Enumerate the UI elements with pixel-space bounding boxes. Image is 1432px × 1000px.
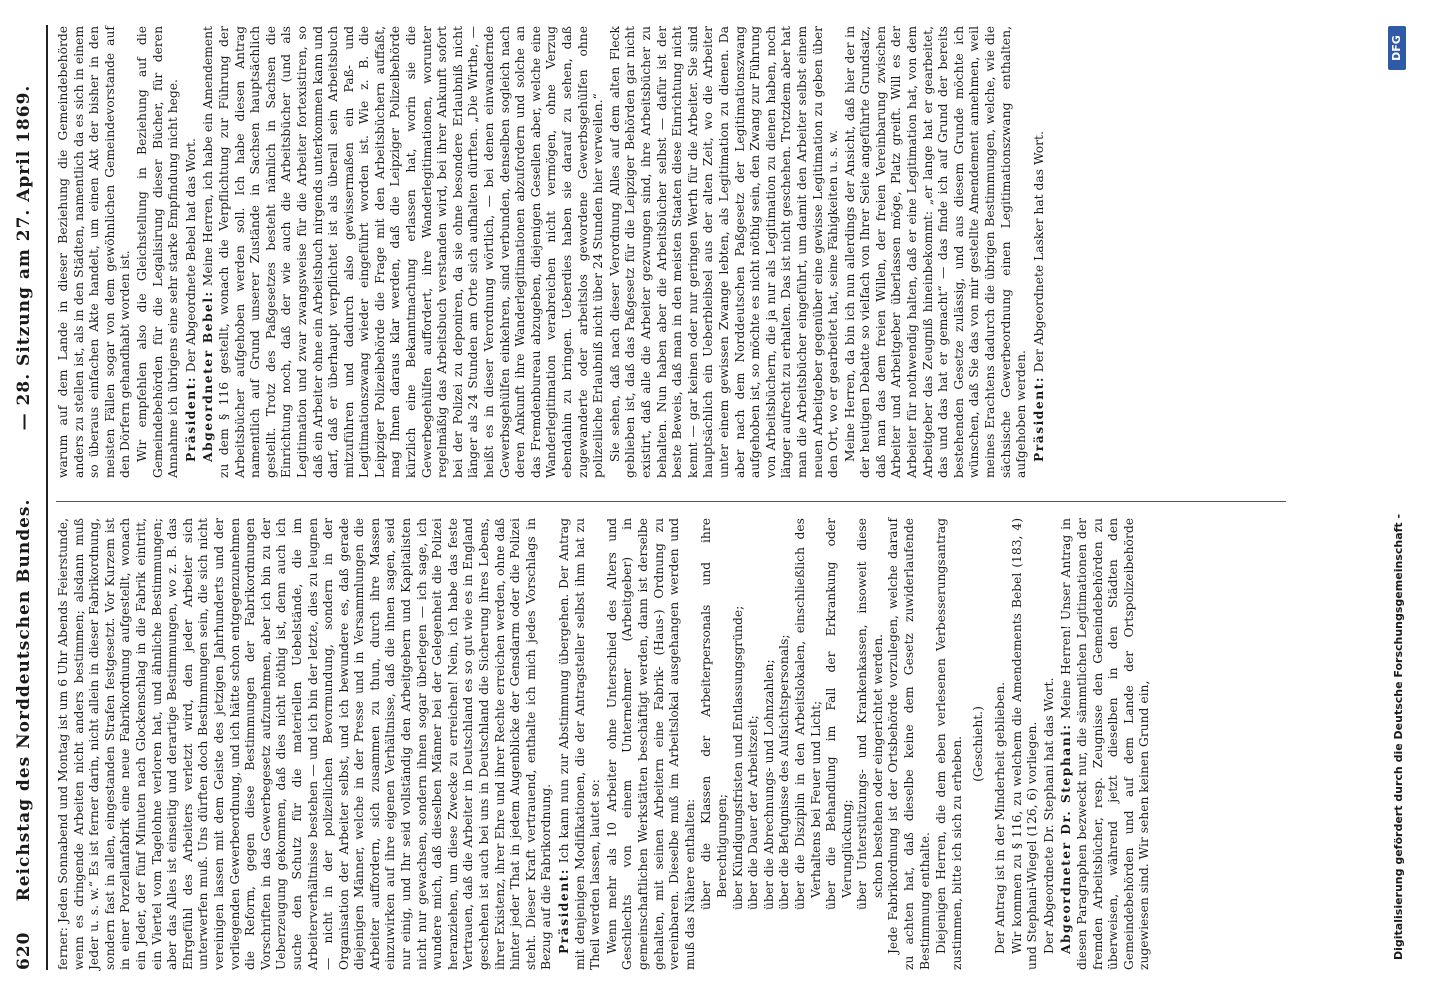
credit-text: Digitalisierung gefördert durch die Deutsche Forschungsgemeinschaft - bbox=[1392, 513, 1405, 960]
speech-text: Der Abgeordnete Bebel hat das Wort. bbox=[183, 138, 198, 373]
speech-paragraph bbox=[1031, 26, 1048, 478]
stage-direction: (Geschieht.) bbox=[971, 706, 986, 782]
list-item: über die Befugnisse des Aufsichtspersonals; bbox=[777, 634, 792, 910]
body-paragraph: Der Antrag ist in der Minderheit geblieben. bbox=[993, 681, 1008, 954]
speaker-name: Abgeordneter Bebel: bbox=[200, 290, 216, 462]
provision-list bbox=[699, 518, 886, 970]
header-rule bbox=[46, 25, 48, 970]
list-item: über die Disziplin in den Arbeitslokalen, einschließlich des Verhaltens bei Feuer und Licht; bbox=[792, 518, 823, 910]
page-number: 620 bbox=[14, 931, 34, 970]
list-item: über Unterstützungs- und Krankenkassen, insoweit diese schon bestehen oder eingerichtet werden. bbox=[855, 518, 885, 910]
speech-text: Meine Herren, ich habe ein Amendement zu dem § 116 gestellt, wonach die Verpflichtung zur Führung der Arbeitsbücher aufgehoben werden soll. Ich habe diesen Antrag namentlich auf Grund unserer Zustände in Sachsen hauptsächlich gestellt. Trotz des Paßgesetzes besteht nämlich in Sachsen die Einrichtung noch, daß der wie auch die Arbeitsbücher (und als Legitimation und zwar zwangsweise für die Arbeiter fortexistiren, so daß ein Arbeiter ohne ein Arbeitsbuch nirgends unterkommen kann und darf, daß er überhaupt verpflichtet ist als überall sein Arbeitsbuch mitzuführen und dadurch also gewissermaßen ein Paß- und Legitimationszwang wieder eingeführt worden ist. Wie z. B. die Leipziger Polizeibehörde die Frage mit den Arbeitsbüchern auffaßt, mag Ihnen daraus klar werden, daß die Leipziger Polizeibehörde kürzlich eine Bekanntmachung erlassen hat, worin sie die Gewerbegehülfen auffordert, ihre Wanderlegitimationen, worunter regelmäßig das Arbeitsbuch verstanden wird, bei ihrer Ankunft sofort bei der Polizei zu deponiren, da sie ohne besondere Erlaubniß nicht länger als 24 Stunden am Orte sich aufhalten dürften. „Die Wirthe, — heißt es in dieser Verordnung wörtlich, — bei denen einwandernde Gewerbsgehülfen einkehren, sind verbunden, denselben sogleich nach deren Ankunft ihre Wanderlegitimationen abzufordern und solche an das Fremdenbureau abzugeben, diejenigen Gesellen aber, welche eine Wanderlegitimation verabreichen nicht vermögen, ohne Verzug ebendahin zu bringen. Ueberdies haben sie darauf zu sehen, daß zugewanderte oder arbeitslos gewordene Gewerbsgehülfen ohne polizeiliche Erlaubniß nicht über 24 Stunden hier verweilen.“ bbox=[201, 26, 606, 478]
speech-paragraph bbox=[556, 518, 604, 970]
page-header bbox=[14, 25, 44, 970]
body-paragraph: Wir empfehlen also die Gleichstellung in Beziehung auf die Gemeindebehörden für die Legalisirung dieser Bücher, für deren Annahme ich übrigens eine sehr starke Empfindung nicht hege. bbox=[134, 26, 181, 478]
dfg-logo: DFG bbox=[1388, 26, 1406, 70]
body-paragraph: Der Abgeordnete Dr. Stephani hat das Wort. bbox=[1041, 677, 1056, 954]
speech-text: Meine Herren! Unser Antrag in diesen Paragraphen bezweckt nur, die sämmtlichen Legitimationen der fremden Arbeitsbücher, resp. Zeugnisse den Gemeindebehörden zu überweisen, während jetzt dieselben in den Städten den Gemeindebehörden und auf dem Lande der Ortspolizeibehörde zugewiesen sind. Wir sehen keinen Grund ein, bbox=[1059, 518, 1152, 970]
list-item: über Kündigungsfristen und Entlassungsgründe; bbox=[730, 605, 745, 910]
body-paragraph: warum auf dem Lande in dieser Beziehung die Gemeindebehörde anders zu stellen ist, als in den Städten, namentlich da es sich in einem so überaus einfachen Akte handelt, um einen Akt der bisher in den meisten Fällen sogar von dem gewöhnlichen Gemeindevorstande auf den Dörfern gehandhabt worden ist. bbox=[56, 26, 133, 478]
list-item: über die Dauer der Arbeitszeit; bbox=[746, 715, 761, 910]
body-paragraph: Wir kommen zu § 116, zu welchem die Amendements Bebel (183, 4) und Stephani-Wiegel (126, 6) vorliegen. bbox=[1009, 518, 1040, 970]
list-item: über die Abrechnungs- und Lohnzahlen; bbox=[761, 659, 776, 910]
body-paragraph: Meine Herren, da bin ich nun allerdings der Ansicht, daß hier der in der heutigen Debatte so vielfach von Ihrer Seite angeführte Grundsatz, daß man das dem freien Willen, der freien Vereinbarung zwischen Arbeiter und Arbeitgeber überlassen möge, Platz greift. Will es der Arbeiter für nothwendig halten, daß er eine Legitimation hat, von dem Arbeitgeber das Zeugniß hineinbekommt: „er lange hat er gearbeitet, das und das hat er gemacht“ — das finde ich auf Grund der bereits bestehenden Gesetze zulässig, und aus diesem Grunde möchte ich wünschen, daß Sie das von mir gestellte Amendement annehmen, weil meines Erachtens dadurch die übrigen Bestimmungen, welche, wie die sächsische Gewerbeordnung einen Legitimationszwang enthalten, aufgehoben werden. bbox=[842, 26, 1029, 478]
list-item: über die Behandlung im Fall der Erkrankung oder Verunglückung; bbox=[824, 518, 854, 910]
body-paragraph: Jede Fabrikordnung ist der Ortsbehörde vorzulegen, welche darauf zu achten hat, daß dieselbe keine dem Gesetz zuwiderlaufende Bestimmung enthalte. bbox=[886, 518, 932, 970]
speech-paragraph bbox=[183, 26, 200, 478]
speaker-name: Präsident: bbox=[182, 376, 198, 462]
speech-text: Ich kann nun zur Abstimmung übergehen. Der Antrag mit denjenigen Modifikationen, die der Antragsteller selbst ihm hat zu Theil werden lassen, lautet so: bbox=[557, 518, 603, 970]
speaker-name: Abgeordneter Dr. Stephani: bbox=[1058, 723, 1074, 954]
speech-text: Der Abgeordnete Lasker hat das Wort. bbox=[1031, 131, 1046, 373]
right-column bbox=[56, 26, 1048, 478]
left-column bbox=[56, 518, 1154, 970]
body-paragraph: Diejenigen Herren, die dem eben verlesenen Verbesserungsantrag zustimmen, bitte ich sich zu erheben. bbox=[934, 518, 964, 970]
body-paragraph: ferner: Jeden Sonnabend und Montag ist um 6 Uhr Abends Feierstunde, wenn es dringende Arbeiten nicht anders bestimmen; alsdann muß Jeder u. s. w.“ Es ist ferner darin, nicht allein in dieser Fabrikordnung, sondern fast in allen, eingestanden Strafen festgesetzt. Vor Kurzem ist in einer Porzellanfabrik eine neue Fabrikordnung aufgestellt, wonach ein Jeder, der fünf Minuten nach Glockenschlag in die Fabrik eintritt, ein Viertel vom Tagelohne verloren hat, und ähnliche Bestimmungen; aber das Alles ist einseitig und derartige Bestimmungen, wo z. B. das Ehrgefühl des Arbeiters verletzt wird, den jeder Arbeiter sich unterwerfen muß. Uns dürften doch Bestimmungen sein, die sich nicht vereinigen lassen mit dem Geiste des jetzigen Jahrhunderts und der vorliegenden Gewerbeordnung, und ich hätte schon entgegenzunehmen die Reform, gegen diese Bestimmungen der Fabrikordnungen Vorschriften in das Gewerbegesetz aufzunehmen, aber ich bin zu der Ueberzeugung gekommen, daß dies nicht nöthig ist, denn auch ich suche den Schutz für die materiellen Uebelstände, die im Arbeiterverhältnisse bestehen — und ich bin der letzte, dies zu leugnen — nicht in der polizeilichen Bevormundung, sondern in der Organisation der Arbeiter selbst, und ich bewundere es, daß gerade diejenigen Männer, welche in der Presse und in Versammlungen die Arbeiter auffordern, sich zusammen zu thun, durch ihre Massen einzuwirken auf ihre eigenen Verhältnisse, daß die ihnen sagen, seid nur einig, und Ihr seid vollständig den Arbeitgebern und Kapitalisten nicht nur gewachsen, sondern ihnen sogar überlegen — ich sage, ich wundere mich, daß dieselben Männer bei der Gelegenheit die Polizei heranziehen, um diese Zwecke zu erreichen! Nein, ich habe das feste Vertrauen, daß die Arbeiter in Deutschland es so gut wie es in England geschehen ist auch bei uns in Deutschland die Sicherung ihres Lebens, ihrer Existenz, ihrer Ehre und ihrer Rechte erreichen werden, ohne daß hinter jeder That in jedem Augenblicke der Gensdarm oder die Polizei steht. Dieser Kraft vertrauend, enthalte ich mich jedes Vorschlags in Bezug auf die Fabrikordnung. bbox=[56, 518, 554, 970]
speech-paragraph bbox=[200, 26, 606, 478]
running-head-right: — 28. Sitzung am 27. April 1869. bbox=[14, 84, 34, 431]
speech-paragraph bbox=[1058, 518, 1153, 970]
list-item: über die Klassen der Arbeiterpersonals und ihre Berechtigungen; bbox=[699, 518, 729, 910]
body-paragraph: Wenn mehr als 10 Arbeiter ohne Unterschied des Alters und Geschlechts von einem Unternehmer (Arbeitgeber) in gemeinschaftlichen Werkstätten beschäftigt werden, dann ist derselbe gehalten, mit seinen Arbeitern eine Fabrik- (Haus-) Ordnung zu vereinbaren. Dieselbe muß im Arbeitslokal ausgehangen werden und muß das Nähere enthalten: bbox=[604, 518, 697, 970]
digitization-credit bbox=[1392, 20, 1432, 960]
column-divider bbox=[56, 501, 1286, 502]
speaker-name: Präsident: bbox=[556, 868, 571, 954]
running-head-left: Reichstag des Norddeutschen Bundes. bbox=[14, 498, 34, 902]
body-paragraph: Sie sehen, daß nach dieser Verordnung Alles auf dem alten Fleck geblieben ist, daß das Paßgesetz für die Leipziger Behörden gar nicht existirt, daß alle die Arbeiter gezwungen sind, ihre Arbeitsbücher zu behalten. Nun haben aber die Arbeitsbücher selbst — dafür ist der beste Beweis, daß man in den meisten Staaten diese Einrichtung nicht kennt — gar keinen oder nur geringen Werth für die Arbeiter. Sie sind hauptsächlich ein Ueberbleibsel aus der alten Zeit, wo die Arbeiter unter einem gewissen Zwange lebten, als Legitimation zu dienen. Da aber nach dem Norddeutschen Paßgesetz der Legitimationszwang aufgehoben ist, so möchte es nicht nöthig sein, den Zwang zur Führung von Arbeitsbüchern, die ja nur als Legitimation zu dienen haben, noch länger aufrecht zu erhalten. Das ist nicht geschehen. Trotzdem aber hat man die Arbeitsbücher eingeführt, um damit den Arbeiter selbst einem neuen Arbeitgeber gegenüber eine gewisse Legitimation zu geben über den Ort, wo er gearbeitet hat, seine Fähigkeiten u. s. w. bbox=[607, 26, 841, 478]
speaker-name: Präsident: bbox=[1030, 376, 1046, 462]
